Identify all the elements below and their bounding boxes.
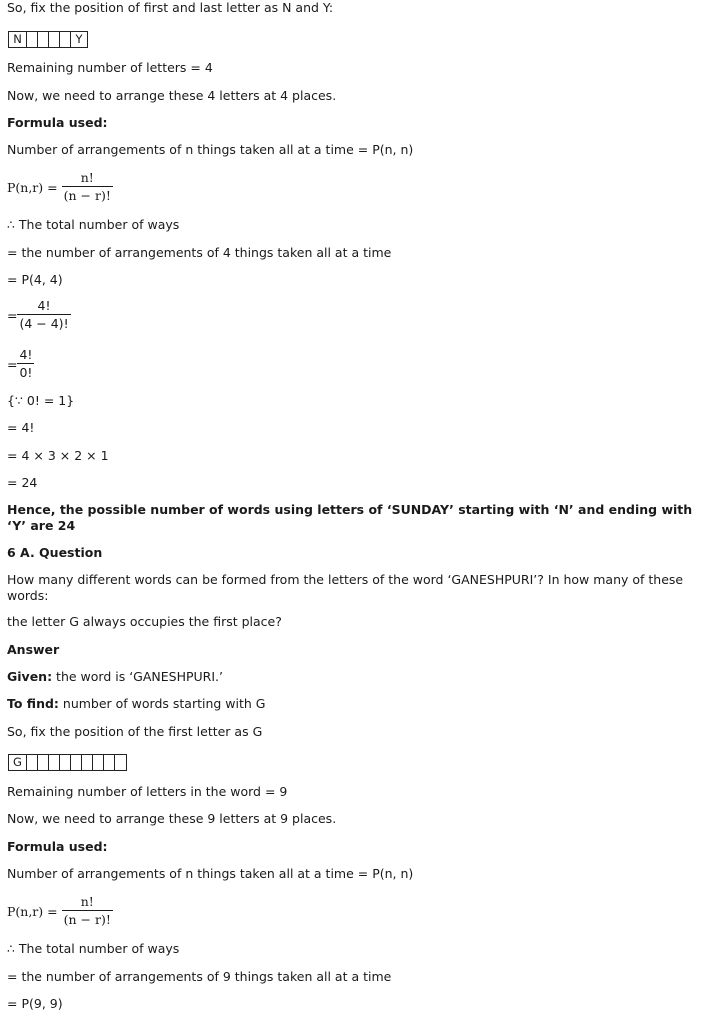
question-heading: 6 A. Question	[7, 545, 103, 560]
given-value: the word is ‘GANESHPURI.’	[52, 669, 223, 684]
product-step: = 4 × 3 × 2 × 1	[7, 448, 109, 463]
numerator: 4!	[37, 298, 51, 313]
formula-description: Number of arrangements of n things taken all at a time = P(n, n)	[7, 142, 414, 157]
formula-fraction	[62, 170, 113, 204]
four-factorial-step: = 4!	[7, 420, 35, 435]
letter-box	[60, 755, 71, 770]
denominator: 0!	[19, 365, 33, 380]
conclusion-text: Hence, the possible number of words using letters of ‘SUNDAY’ starting with ‘N’ and ending with ‘Y’ are 24	[7, 502, 693, 533]
letter-box	[27, 755, 38, 770]
to-find-label: To find:	[7, 696, 59, 711]
letter-box	[38, 755, 49, 770]
formula-denominator: (n − r)!	[63, 912, 111, 927]
total-ways-text: ∴ The total number of ways	[7, 217, 180, 232]
to-find-value: number of words starting with G	[58, 696, 266, 711]
given-line	[7, 669, 223, 685]
fraction	[17, 298, 70, 332]
formula-lhs: P(n,r) =	[7, 179, 58, 195]
letter-boxes-ny	[8, 31, 88, 48]
to-find-line	[7, 696, 265, 712]
formula-heading-2: Formula used:	[7, 839, 108, 854]
arrangements-equation: = the number of arrangements of 4 things taken all at a time	[7, 245, 392, 260]
arrangements-equation-2: = the number of arrangements of 9 things taken all at a time	[7, 969, 392, 984]
result-step: = 24	[7, 475, 38, 490]
letter-box	[27, 32, 38, 47]
letter-box: N	[9, 32, 27, 47]
equals-sign: =	[7, 307, 18, 323]
arrange-text: Now, we need to arrange these 4 letters at 4 places.	[7, 88, 337, 103]
remaining-letters-text-2: Remaining number of letters in the word = 9	[7, 784, 288, 799]
letter-box	[38, 32, 49, 47]
answer-heading: Answer	[7, 642, 60, 657]
letter-box	[49, 755, 60, 770]
p99-equation: = P(9, 9)	[7, 996, 63, 1011]
formula-numerator: n!	[80, 894, 94, 909]
letter-boxes-g	[8, 754, 127, 771]
letter-box	[115, 755, 126, 770]
denominator: (4 − 4)!	[19, 316, 69, 331]
equals-sign: =	[7, 356, 18, 372]
permutation-formula-2	[7, 894, 113, 928]
numerator: 4!	[19, 347, 33, 362]
letter-box: G	[9, 755, 27, 770]
given-label: Given:	[7, 669, 53, 684]
letter-box: Y	[75, 32, 83, 46]
formula-heading: Formula used:	[7, 115, 108, 130]
p44-equation: = P(4, 4)	[7, 272, 63, 287]
zero-factorial-note: {∵ 0! = 1}	[7, 393, 75, 408]
fix-first-last-text: So, fix the position of first and last letter as N and Y:	[7, 0, 334, 15]
remaining-letters-text: Remaining number of letters = 4	[7, 60, 213, 75]
permutation-formula	[7, 170, 113, 204]
fraction-step-2	[7, 347, 34, 381]
formula-description-2: Number of arrangements of n things taken all at a time = P(n, n)	[7, 866, 414, 881]
total-ways-text-2: ∴ The total number of ways	[7, 941, 180, 956]
fix-first-text: So, fix the position of the first letter as G	[7, 724, 263, 739]
fraction-step-1	[7, 298, 71, 332]
fraction	[17, 347, 34, 381]
question-part: the letter G always occupies the first place?	[7, 614, 282, 629]
formula-denominator: (n − r)!	[63, 188, 111, 203]
formula-fraction	[62, 894, 113, 928]
letter-box	[60, 32, 71, 47]
arrange-text-2: Now, we need to arrange these 9 letters at 9 places.	[7, 811, 337, 826]
formula-lhs: P(n,r) =	[7, 903, 58, 919]
question-text: How many different words can be formed from the letters of the word ‘GANESHPURI’? In how many of these words:	[7, 572, 684, 603]
letter-box	[82, 755, 93, 770]
letter-box	[93, 755, 104, 770]
letter-box	[49, 32, 60, 47]
letter-box	[104, 755, 115, 770]
letter-box	[71, 755, 82, 770]
formula-numerator: n!	[80, 170, 94, 185]
